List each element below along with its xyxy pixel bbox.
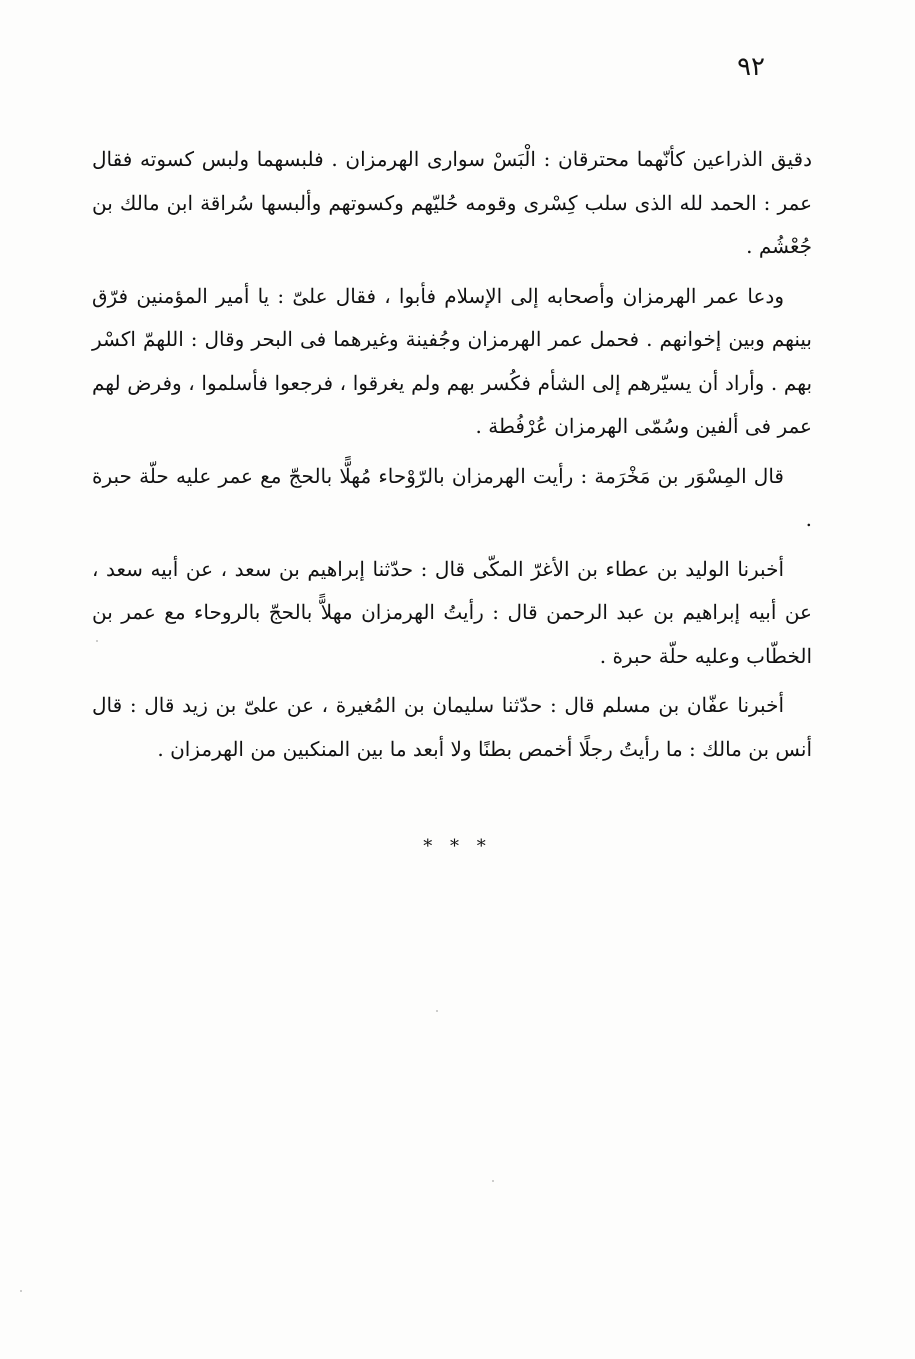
text-line: ابن مالك بن جُعْشُم . — [92, 190, 812, 258]
scan-speck — [492, 1180, 494, 1182]
text-line: قال : قال أنس بن مالك : ما رأيتُ رجلًا أخمص بطنًا ولا أبعد ما بين المنكبين — [92, 693, 812, 761]
text-line: دقيق الذراعين كأنّهما محترقان : الْبَسْ سوارى الهرمزان . فلبسهما ولبس كسوته — [140, 147, 812, 171]
text-line: حلّة حبرة . — [92, 463, 812, 531]
paragraph-4 — [92, 548, 812, 679]
scan-speck — [20, 1290, 22, 1292]
text-line: قال المِسْوَر بن مَخْرَمة : رأيت الهرمزان بالرّوْحاء مُهلًّا بالحجّ مع عمر عليه — [175, 463, 784, 488]
text-line: ودعا عمر الهرمزان وأصحابه إلى الإسلام فأبوا ، فقال علىّ : يا أمير المؤمنين — [136, 283, 784, 308]
text-line: فقال عمر : الحمد لله الذى سلب كِسْرى وقومه حُليّهم وكسوتهم وألبسها سُراقة — [92, 147, 813, 215]
body-text — [92, 138, 812, 777]
section-ornament: * * * — [423, 836, 492, 857]
page-number: ٩٢ — [737, 52, 765, 82]
text-line: سعد ، عن أبيه إبراهيم بن عبد الرحمن قال : رأيتُ الهرمزان مهلاًّ بالحجّ بالروحاء — [92, 556, 812, 624]
text-line: فأسلموا ، وفرض لهم عمر فى ألفين وسُمّى الهرمزان عُرْفُطة . — [92, 370, 812, 438]
paragraph-5 — [92, 684, 812, 771]
text-line: أخبرنا عفّان بن مسلم قال : حدّثنا سليمان بن المُغيرة ، عن علىّ بن زيد — [182, 693, 785, 717]
text-line: اللهمّ اكسْر بهم . وأراد أن يسيّرهم إلى الشأم فكُسر بهم ولم يغرقوا ، فرجعوا — [92, 327, 813, 395]
text-line: أخبرنا الوليد بن عطاء بن الأغرّ المكّى قال : حدّثنا إبراهيم بن سعد ، عن أبيه — [150, 556, 784, 581]
text-line: مع عمر بن الخطّاب وعليه حلّة حبرة . — [92, 600, 812, 668]
text-line: من الهرمزان . — [157, 736, 277, 761]
paragraph-1 — [92, 138, 812, 269]
paragraph-2 — [92, 275, 812, 449]
scan-speck — [96, 640, 98, 642]
scan-speck — [436, 1010, 438, 1012]
paragraph-3 — [92, 455, 812, 542]
text-line: فرّق بينهم وبين إخوانهم . فحمل عمر الهرمزان وجُفينة وغيرهما فى البحر وقال : — [92, 283, 813, 351]
